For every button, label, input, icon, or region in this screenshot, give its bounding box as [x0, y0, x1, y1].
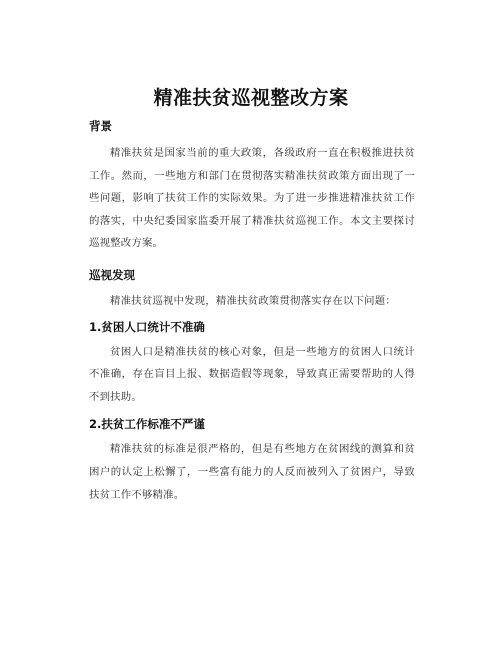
- section-paragraph-population-stats: 贫困人口是精准扶贫的核心对象，但是一些地方的贫困人口统计不准确，存在盲目上报、数据造假等现象，导致真正需要帮助的人得不到扶助。: [89, 345, 415, 403]
- section-heading-background: 背景: [89, 119, 112, 133]
- document-title: 精准扶贫巡视整改方案: [153, 87, 349, 109]
- section-paragraph-background: 精准扶贫是国家当前的重大政策，各级政府一直在积极推进扶贫工作。然而，一些地方和部门在贯彻落实精准扶贫政策方面出现了一些问题，影响了扶贫工作的实际效果。为了进一步推进精准扶贫工作的落实，中央纪委国家监委开展了精准扶贫巡视工作。本文主要探讨巡视整改方案。: [89, 147, 415, 250]
- section-paragraph-standards: 精准扶贫的标准是很严格的，但是有些地方在贫困线的测算和贫困户的认定上松懈了，一些富有能力的人反而被列入了贫困户，导致扶贫工作不够精准。: [89, 443, 415, 501]
- section-heading-standards: 2.扶贫工作标准不严谨: [89, 417, 205, 432]
- section-heading-findings: 巡视发现: [89, 267, 135, 282]
- section-heading-population-stats: 1.贫困人口统计不准确: [89, 319, 205, 334]
- section-paragraph-findings: 精准扶贫巡视中发现，精准扶贫政策贯彻落实存在以下问题：: [110, 294, 396, 307]
- document-body: [89, 118, 415, 506]
